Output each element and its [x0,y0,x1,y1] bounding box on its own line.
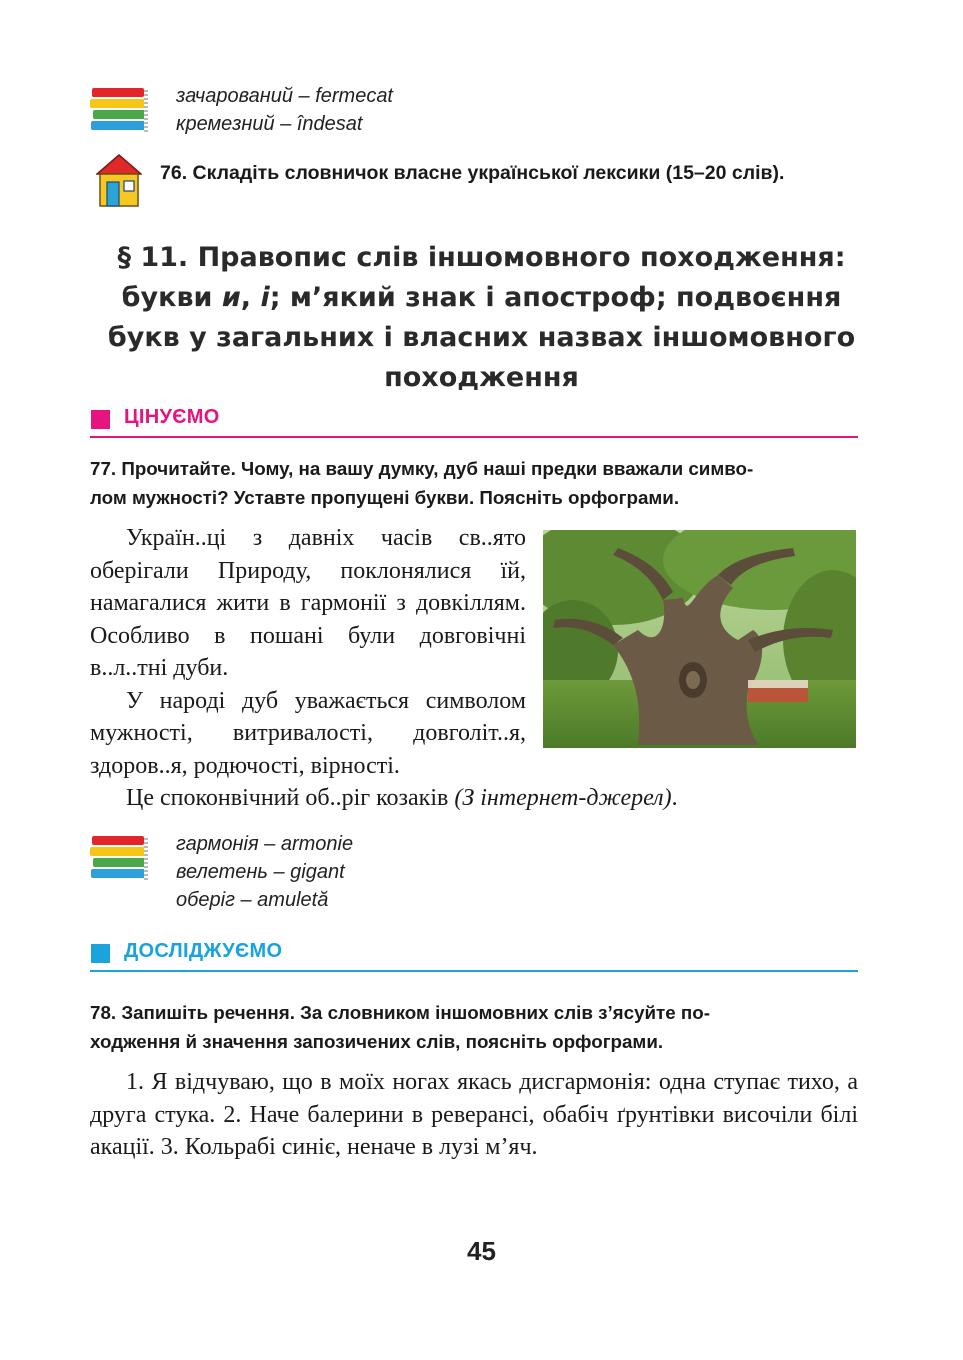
text-77-column [90,522,526,782]
vocab-entry: кремезний – îndesat [176,113,363,135]
text-paragraph: 1. Я відчуваю, що в моїх ногах якась дисгармонія: одна ступає тихо, а друга стука. 2. Наче балерини в реверансі, обабіч ґрунтівки височіли білі акації. 3. Кольрабі синіє, неначе в лузі м’яч. [90,1069,858,1160]
vocab-entry: зачарований – fermecat [176,85,393,107]
text-77-final: Це споконвічний об..ріг козаків (З інтернет-джерел). [126,785,678,811]
task-77: 77. Прочитайте. Чому, на вашу думку, дуб наші предки вважали симво- лом мужності? Уставте пропущені букви. Поясніть орфограми. [90,458,754,508]
vocab-list-middle [176,830,353,914]
vocab-list-top [176,82,393,138]
task-text: Складіть словничок власне української лексики (15–20 слів). [192,162,785,184]
title-line: § 11. Правопис слів іншомовного походження: [117,242,846,273]
books-stack-icon [90,88,152,140]
task-number: 76. [160,162,188,184]
section-label: ЦІНУЄМО [124,406,220,428]
house-icon [96,154,142,208]
vocab-entry: гармонія – armonie [176,833,354,855]
vocab-entry: оберіг – amuletă [176,889,329,911]
page-number: 45 [467,1236,496,1266]
section-header-cinuiemo [90,404,858,438]
text-78 [90,1066,858,1164]
source-citation: (З інтернет-джерел) [454,785,672,811]
section-header-doslidzhuiemo [90,938,858,972]
section-marker-square [91,410,110,429]
text-paragraph: У народі дуб уважається символом мужності, витривалості, довголіт..я, здоров..я, родючості, вірності. [90,687,526,779]
section-marker-square [91,944,110,963]
text-paragraph: Україн..ці з давніх часів св..ято оберігали Природу, поклонялися їй, намагалися жити в гармонії з довкіллям. Особливо в пошані були довговічні в..л..тні дуби. [90,525,526,681]
oak-tree-photo [543,530,856,748]
task-76 [160,158,784,188]
section-label: ДОСЛІДЖУЄМО [124,940,283,962]
task-78: 78. Запишіть речення. За словником іншомовних слів з’ясуйте по- ходження й значення запозичених слів, поясніть орфограми. [90,1002,710,1052]
books-stack-icon [90,836,152,888]
title-line: букви и, і; м’який знак і апостроф; подвоєння [121,282,842,313]
section-rule [90,970,858,972]
section-rule [90,436,858,438]
title-line: букв у загальних і власних назвах іншомовного [107,322,856,353]
paragraph-title [100,238,863,398]
vocab-entry: велетень – gigant [176,861,345,883]
title-line: походження [384,362,579,393]
